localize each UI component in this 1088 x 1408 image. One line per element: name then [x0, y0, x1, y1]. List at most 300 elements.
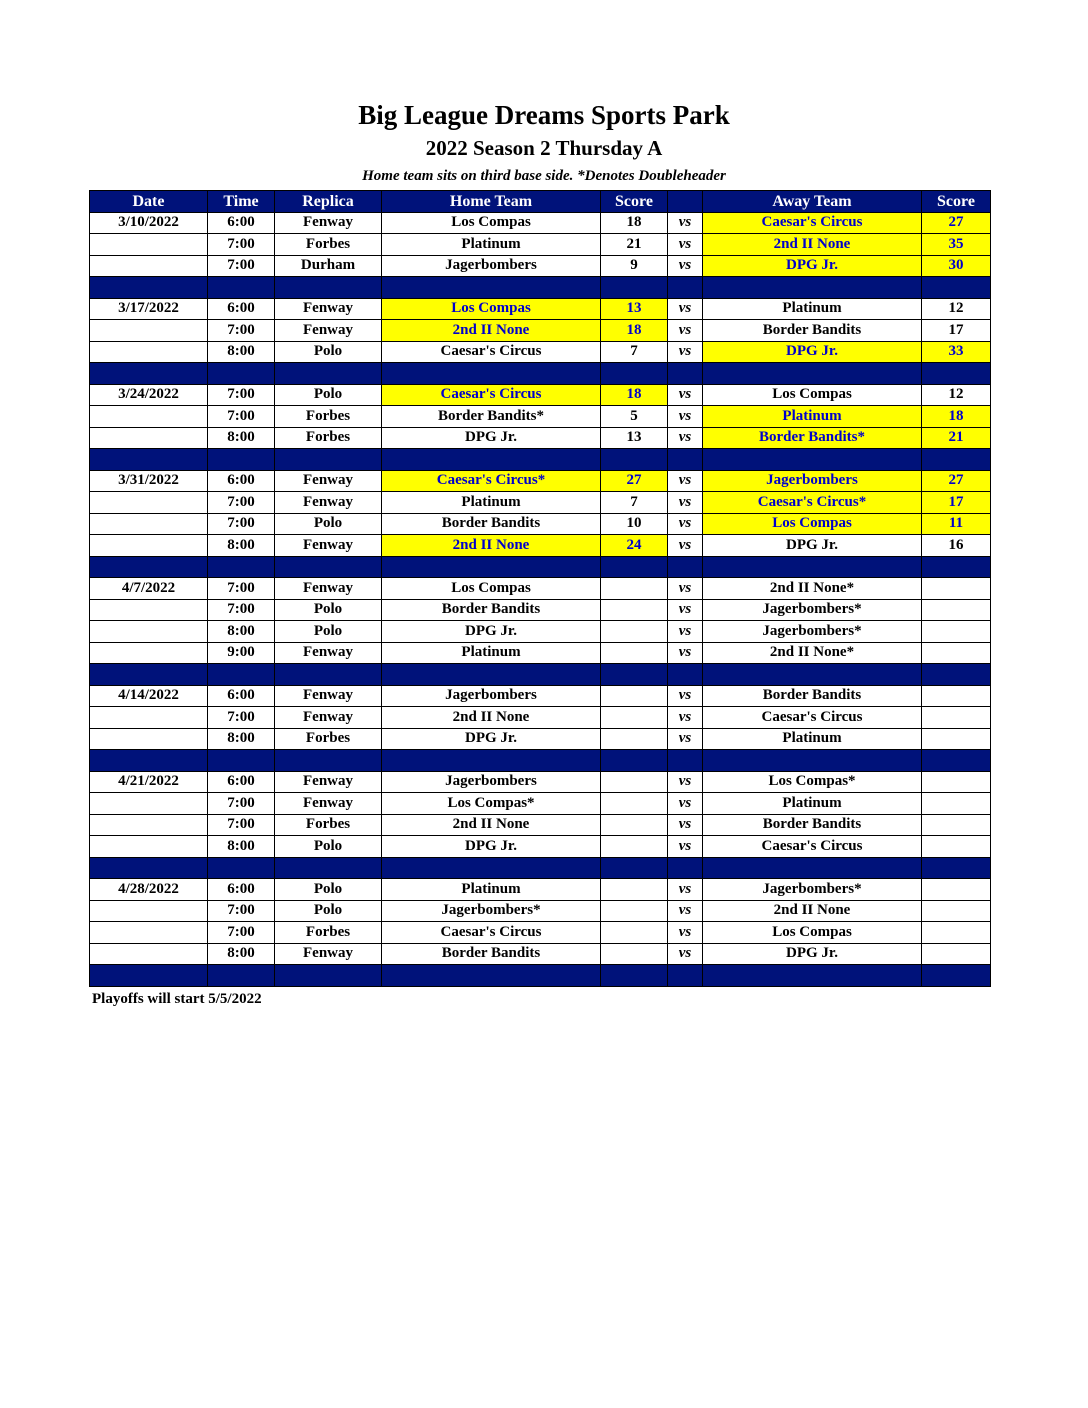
away-score: 12: [922, 298, 991, 320]
game-row: [90, 922, 991, 944]
vs-label: vs: [668, 298, 703, 320]
game-date: [90, 814, 208, 836]
home-team: 2nd II None: [382, 535, 601, 557]
game-time: 7:00: [208, 406, 275, 428]
away-team: 2nd II None*: [703, 642, 922, 664]
vs-label: vs: [668, 427, 703, 449]
away-score: [922, 578, 991, 600]
game-row: [90, 427, 991, 449]
week-separator: [90, 965, 991, 987]
away-score: 17: [922, 492, 991, 514]
game-time: 7:00: [208, 599, 275, 621]
separator-cell: [208, 449, 275, 471]
home-team: 2nd II None: [382, 814, 601, 836]
vs-label: vs: [668, 212, 703, 234]
game-date: [90, 621, 208, 643]
game-row: [90, 406, 991, 428]
separator-cell: [90, 556, 208, 578]
season-subtitle: 2022 Season 2 Thursday A: [425, 136, 663, 160]
home-score: 5: [601, 406, 668, 428]
home-score: [601, 900, 668, 922]
game-row: [90, 578, 991, 600]
separator-cell: [275, 664, 382, 686]
game-date: 3/17/2022: [90, 298, 208, 320]
separator-cell: [601, 750, 668, 772]
away-team: Platinum: [703, 728, 922, 750]
separator-cell: [601, 449, 668, 471]
game-row: [90, 793, 991, 815]
separator-cell: [275, 750, 382, 772]
away-team: Caesar's Circus: [703, 212, 922, 234]
away-team: Platinum: [703, 298, 922, 320]
game-row: [90, 535, 991, 557]
game-row: [90, 900, 991, 922]
home-team: Border Bandits: [382, 943, 601, 965]
game-time: 8:00: [208, 943, 275, 965]
separator-cell: [601, 664, 668, 686]
game-replica: Fenway: [275, 642, 382, 664]
game-row: [90, 298, 991, 320]
away-team: 2nd II None: [703, 234, 922, 256]
vs-label: vs: [668, 900, 703, 922]
separator-cell: [922, 449, 991, 471]
game-row: [90, 642, 991, 664]
col-home-team: Home Team: [382, 191, 601, 213]
game-row: [90, 814, 991, 836]
col-home-score: Score: [601, 191, 668, 213]
separator-cell: [703, 965, 922, 987]
separator-cell: [275, 363, 382, 385]
game-date: [90, 599, 208, 621]
separator-cell: [922, 277, 991, 299]
vs-label: vs: [668, 470, 703, 492]
separator-cell: [275, 277, 382, 299]
away-score: [922, 728, 991, 750]
game-date: [90, 234, 208, 256]
game-time: 6:00: [208, 298, 275, 320]
home-team: Caesar's Circus*: [382, 470, 601, 492]
separator-cell: [668, 363, 703, 385]
away-team: DPG Jr.: [703, 341, 922, 363]
separator-cell: [275, 449, 382, 471]
game-date: 3/31/2022: [90, 470, 208, 492]
game-replica: Fenway: [275, 320, 382, 342]
game-date: [90, 642, 208, 664]
game-replica: Polo: [275, 836, 382, 858]
home-score: 18: [601, 384, 668, 406]
away-score: 35: [922, 234, 991, 256]
separator-cell: [90, 857, 208, 879]
away-team: 2nd II None*: [703, 578, 922, 600]
away-score: [922, 793, 991, 815]
separator-cell: [668, 857, 703, 879]
game-date: [90, 943, 208, 965]
vs-label: vs: [668, 320, 703, 342]
home-team: Los Compas: [382, 212, 601, 234]
away-score: 16: [922, 535, 991, 557]
away-score: 21: [922, 427, 991, 449]
home-score: 18: [601, 320, 668, 342]
separator-cell: [703, 449, 922, 471]
separator-cell: [90, 750, 208, 772]
separator-cell: [90, 277, 208, 299]
away-score: 11: [922, 513, 991, 535]
game-replica: Fenway: [275, 470, 382, 492]
away-team: Jagerbombers*: [703, 879, 922, 901]
home-team: Caesar's Circus: [382, 384, 601, 406]
game-date: 4/14/2022: [90, 685, 208, 707]
separator-cell: [922, 664, 991, 686]
home-score: [601, 943, 668, 965]
home-team: Los Compas: [382, 578, 601, 600]
separator-cell: [382, 363, 601, 385]
away-team: Platinum: [703, 406, 922, 428]
separator-cell: [601, 363, 668, 385]
separator-cell: [208, 750, 275, 772]
separator-cell: [703, 277, 922, 299]
separator-cell: [208, 556, 275, 578]
game-time: 7:00: [208, 320, 275, 342]
home-score: [601, 814, 668, 836]
week-separator: [90, 449, 991, 471]
game-row: [90, 320, 991, 342]
away-score: [922, 642, 991, 664]
separator-cell: [382, 664, 601, 686]
separator-cell: [668, 965, 703, 987]
game-date: [90, 836, 208, 858]
game-row: [90, 513, 991, 535]
away-score: [922, 599, 991, 621]
game-replica: Fenway: [275, 943, 382, 965]
game-replica: Fenway: [275, 793, 382, 815]
game-date: [90, 406, 208, 428]
game-date: 4/28/2022: [90, 879, 208, 901]
vs-label: vs: [668, 234, 703, 256]
vs-label: vs: [668, 879, 703, 901]
game-row: [90, 384, 991, 406]
away-score: [922, 621, 991, 643]
away-team: Border Bandits: [703, 814, 922, 836]
schedule-note: Home team sits on third base side. *Denotes Doubleheader: [362, 168, 726, 184]
vs-label: vs: [668, 793, 703, 815]
vs-label: vs: [668, 578, 703, 600]
week-separator: [90, 556, 991, 578]
vs-label: vs: [668, 728, 703, 750]
game-time: 7:00: [208, 234, 275, 256]
header-row: [90, 191, 991, 213]
game-replica: Fenway: [275, 707, 382, 729]
vs-label: vs: [668, 599, 703, 621]
game-date: 4/21/2022: [90, 771, 208, 793]
col-date: Date: [90, 191, 208, 213]
separator-cell: [922, 750, 991, 772]
col-time: Time: [208, 191, 275, 213]
away-team: Border Bandits: [703, 320, 922, 342]
game-date: [90, 900, 208, 922]
game-time: 8:00: [208, 621, 275, 643]
week-separator: [90, 857, 991, 879]
away-score: [922, 879, 991, 901]
home-score: 13: [601, 427, 668, 449]
separator-cell: [275, 556, 382, 578]
game-time: 6:00: [208, 879, 275, 901]
home-team: 2nd II None: [382, 707, 601, 729]
away-score: 27: [922, 212, 991, 234]
game-time: 6:00: [208, 470, 275, 492]
game-replica: Forbes: [275, 427, 382, 449]
col-vs: [668, 191, 703, 213]
schedule-table: [89, 190, 991, 987]
game-time: 7:00: [208, 922, 275, 944]
game-replica: Polo: [275, 879, 382, 901]
game-time: 7:00: [208, 492, 275, 514]
game-replica: Polo: [275, 599, 382, 621]
home-team: Border Bandits: [382, 513, 601, 535]
home-score: 18: [601, 212, 668, 234]
away-score: 12: [922, 384, 991, 406]
vs-label: vs: [668, 255, 703, 277]
game-row: [90, 470, 991, 492]
separator-cell: [90, 965, 208, 987]
separator-cell: [703, 363, 922, 385]
separator-cell: [208, 277, 275, 299]
game-time: 8:00: [208, 341, 275, 363]
home-score: [601, 599, 668, 621]
game-date: [90, 728, 208, 750]
away-team: 2nd II None: [703, 900, 922, 922]
home-score: 13: [601, 298, 668, 320]
away-score: [922, 922, 991, 944]
separator-cell: [703, 556, 922, 578]
game-row: [90, 212, 991, 234]
vs-label: vs: [668, 384, 703, 406]
away-team: Platinum: [703, 793, 922, 815]
home-score: [601, 578, 668, 600]
home-score: [601, 685, 668, 707]
game-time: 7:00: [208, 900, 275, 922]
game-date: [90, 492, 208, 514]
game-date: [90, 255, 208, 277]
game-row: [90, 255, 991, 277]
game-row: [90, 879, 991, 901]
home-team: 2nd II None: [382, 320, 601, 342]
separator-cell: [601, 277, 668, 299]
game-time: 6:00: [208, 212, 275, 234]
game-date: [90, 922, 208, 944]
away-team: Los Compas: [703, 922, 922, 944]
vs-label: vs: [668, 771, 703, 793]
home-team: Jagerbombers: [382, 255, 601, 277]
home-team: Jagerbombers: [382, 685, 601, 707]
game-date: [90, 707, 208, 729]
separator-cell: [90, 449, 208, 471]
game-replica: Fenway: [275, 298, 382, 320]
home-team: Jagerbombers: [382, 771, 601, 793]
vs-label: vs: [668, 685, 703, 707]
game-replica: Fenway: [275, 492, 382, 514]
game-replica: Polo: [275, 341, 382, 363]
page-title: Big League Dreams Sports Park: [358, 100, 730, 130]
away-team: Los Compas: [703, 384, 922, 406]
home-score: 9: [601, 255, 668, 277]
vs-label: vs: [668, 707, 703, 729]
playoffs-note: Playoffs will start 5/5/2022: [92, 991, 262, 1007]
vs-label: vs: [668, 492, 703, 514]
game-row: [90, 492, 991, 514]
game-row: [90, 836, 991, 858]
week-separator: [90, 363, 991, 385]
separator-cell: [90, 363, 208, 385]
game-time: 7:00: [208, 255, 275, 277]
home-score: [601, 879, 668, 901]
away-team: Jagerbombers*: [703, 621, 922, 643]
home-team: DPG Jr.: [382, 728, 601, 750]
away-team: Border Bandits: [703, 685, 922, 707]
home-score: 24: [601, 535, 668, 557]
game-time: 8:00: [208, 728, 275, 750]
game-replica: Forbes: [275, 728, 382, 750]
home-score: 21: [601, 234, 668, 256]
vs-label: vs: [668, 513, 703, 535]
home-score: [601, 793, 668, 815]
game-date: [90, 427, 208, 449]
away-score: [922, 836, 991, 858]
game-time: 7:00: [208, 707, 275, 729]
game-time: 8:00: [208, 427, 275, 449]
game-time: 6:00: [208, 685, 275, 707]
away-score: 17: [922, 320, 991, 342]
separator-cell: [922, 857, 991, 879]
separator-cell: [382, 277, 601, 299]
vs-label: vs: [668, 341, 703, 363]
home-score: [601, 728, 668, 750]
game-row: [90, 599, 991, 621]
game-time: 7:00: [208, 578, 275, 600]
away-team: DPG Jr.: [703, 535, 922, 557]
game-row: [90, 728, 991, 750]
separator-cell: [275, 857, 382, 879]
home-team: Los Compas*: [382, 793, 601, 815]
game-date: [90, 320, 208, 342]
separator-cell: [668, 750, 703, 772]
vs-label: vs: [668, 836, 703, 858]
game-time: 7:00: [208, 814, 275, 836]
separator-cell: [703, 750, 922, 772]
vs-label: vs: [668, 621, 703, 643]
separator-cell: [922, 556, 991, 578]
game-date: 3/24/2022: [90, 384, 208, 406]
game-replica: Polo: [275, 384, 382, 406]
game-replica: Fenway: [275, 212, 382, 234]
home-score: [601, 922, 668, 944]
separator-cell: [208, 857, 275, 879]
home-team: Platinum: [382, 642, 601, 664]
game-date: [90, 513, 208, 535]
home-score: [601, 771, 668, 793]
separator-cell: [382, 965, 601, 987]
home-team: Platinum: [382, 879, 601, 901]
game-row: [90, 621, 991, 643]
away-score: [922, 943, 991, 965]
home-team: DPG Jr.: [382, 427, 601, 449]
col-away-score: Score: [922, 191, 991, 213]
home-score: 27: [601, 470, 668, 492]
away-score: 27: [922, 470, 991, 492]
game-time: 7:00: [208, 513, 275, 535]
away-score: [922, 707, 991, 729]
col-away-team: Away Team: [703, 191, 922, 213]
home-team: Platinum: [382, 492, 601, 514]
away-score: 18: [922, 406, 991, 428]
game-row: [90, 771, 991, 793]
separator-cell: [922, 965, 991, 987]
away-team: Los Compas: [703, 513, 922, 535]
away-team: DPG Jr.: [703, 943, 922, 965]
home-team: DPG Jr.: [382, 836, 601, 858]
vs-label: vs: [668, 814, 703, 836]
away-score: [922, 814, 991, 836]
game-time: 8:00: [208, 836, 275, 858]
home-score: [601, 621, 668, 643]
separator-cell: [668, 277, 703, 299]
away-score: [922, 900, 991, 922]
week-separator: [90, 664, 991, 686]
separator-cell: [90, 664, 208, 686]
away-team: DPG Jr.: [703, 255, 922, 277]
week-separator: [90, 277, 991, 299]
game-date: [90, 341, 208, 363]
home-team: Jagerbombers*: [382, 900, 601, 922]
game-date: [90, 793, 208, 815]
home-score: 10: [601, 513, 668, 535]
col-replica: Replica: [275, 191, 382, 213]
game-replica: Forbes: [275, 922, 382, 944]
separator-cell: [275, 965, 382, 987]
game-replica: Fenway: [275, 578, 382, 600]
separator-cell: [382, 857, 601, 879]
vs-label: vs: [668, 922, 703, 944]
game-date: [90, 535, 208, 557]
separator-cell: [208, 664, 275, 686]
vs-label: vs: [668, 642, 703, 664]
game-replica: Fenway: [275, 771, 382, 793]
home-score: [601, 642, 668, 664]
separator-cell: [382, 750, 601, 772]
away-score: [922, 685, 991, 707]
away-team: Border Bandits*: [703, 427, 922, 449]
game-time: 6:00: [208, 771, 275, 793]
separator-cell: [703, 857, 922, 879]
away-score: 33: [922, 341, 991, 363]
home-team: Caesar's Circus: [382, 922, 601, 944]
away-team: Caesar's Circus: [703, 707, 922, 729]
home-team: Caesar's Circus: [382, 341, 601, 363]
separator-cell: [208, 965, 275, 987]
separator-cell: [601, 965, 668, 987]
separator-cell: [382, 556, 601, 578]
separator-cell: [601, 556, 668, 578]
game-replica: Polo: [275, 513, 382, 535]
week-separator: [90, 750, 991, 772]
separator-cell: [601, 857, 668, 879]
away-team: Jagerbombers: [703, 470, 922, 492]
away-team: Caesar's Circus*: [703, 492, 922, 514]
separator-cell: [208, 363, 275, 385]
away-team: Jagerbombers*: [703, 599, 922, 621]
separator-cell: [922, 363, 991, 385]
separator-cell: [382, 449, 601, 471]
home-team: Los Compas: [382, 298, 601, 320]
